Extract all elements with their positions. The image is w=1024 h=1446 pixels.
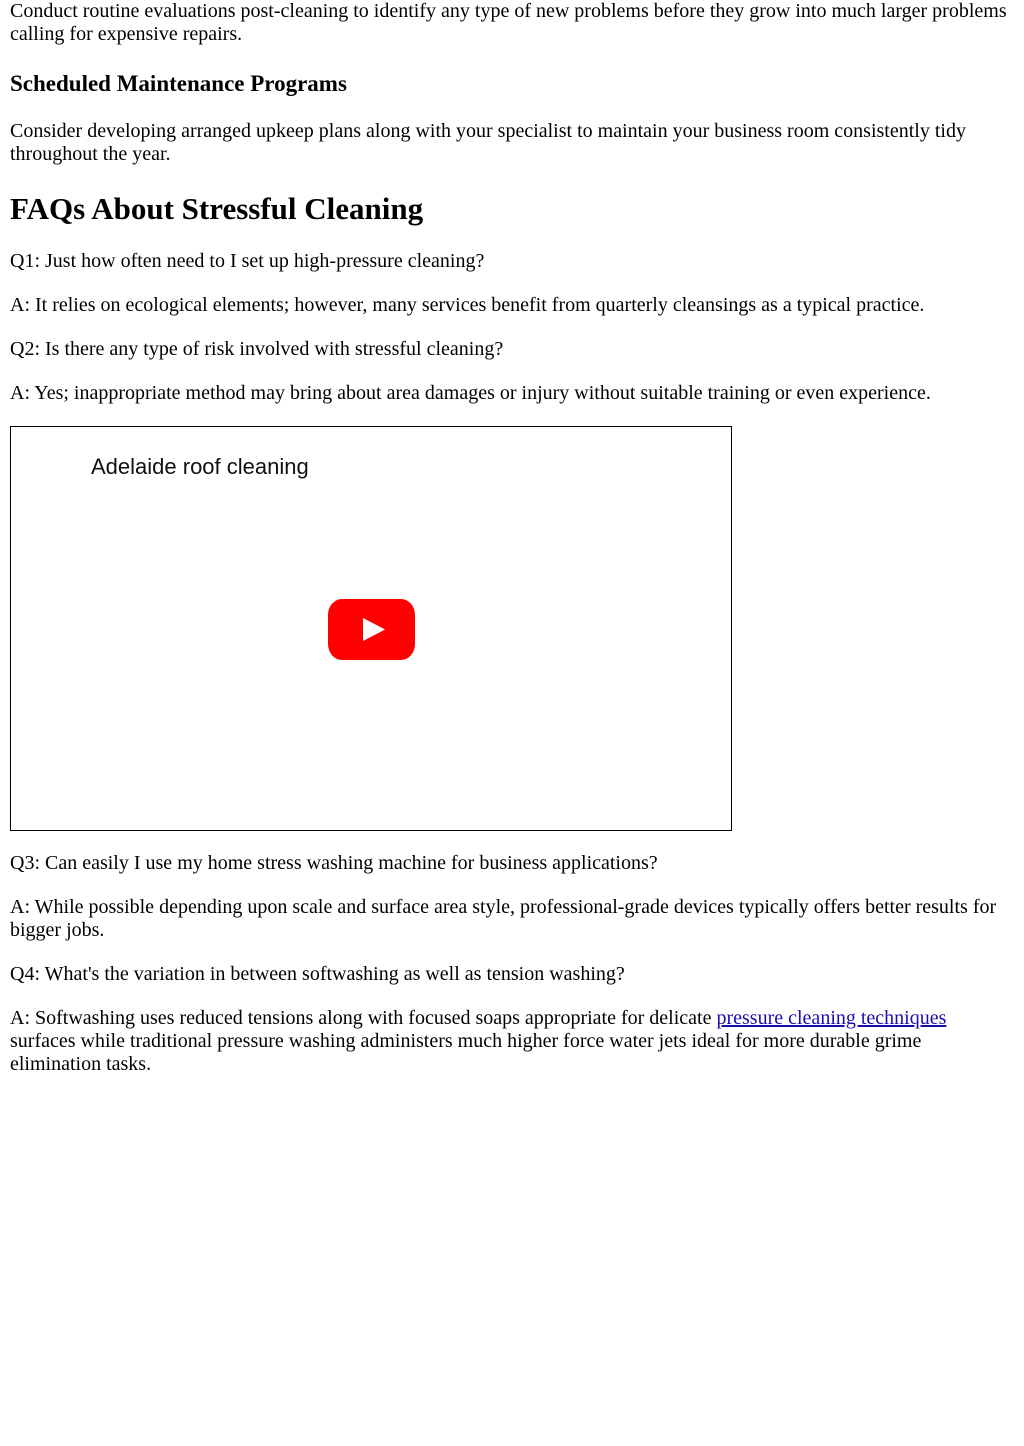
- faq-question-2: Q2: Is there any type of risk involved with stressful cleaning?: [10, 338, 504, 360]
- faq-answer-1: A: It relies on ecological elements; however, many services benefit from quarterly cleansings as a typical practice.: [10, 294, 925, 316]
- faq-question-1: Q1: Just how often need to I set up high-pressure cleaning?: [10, 250, 485, 272]
- faq-heading: FAQs About Stressful Cleaning: [10, 191, 424, 226]
- video-title[interactable]: Adelaide roof cleaning: [91, 454, 309, 479]
- maintenance-paragraph: Consider developing arranged upkeep plans along with your specialist to maintain your business room consistently tidy throughout the year.: [10, 120, 966, 165]
- faq-answer-4-text-end: surfaces while traditional pressure washing administers much higher force water jets ideal for more durable grime elimination tasks.: [10, 1030, 922, 1075]
- play-button[interactable]: [328, 599, 415, 660]
- embedded-video[interactable]: [10, 426, 732, 831]
- maintenance-heading: Scheduled Maintenance Programs: [10, 71, 347, 96]
- faq-answer-2: A: Yes; inappropriate method may bring about area damages or injury without suitable training or even experience.: [10, 382, 931, 404]
- faq-question-4: Q4: What's the variation in between softwashing as well as tension washing?: [10, 963, 625, 985]
- intro-paragraph: Conduct routine evaluations post-cleaning to identify any type of new problems before they grow into much larger problems calling for expensive repairs.: [10, 0, 1007, 45]
- faq-question-3: Q3: Can easily I use my home stress washing machine for business applications?: [10, 852, 658, 874]
- youtube-play-icon: [328, 599, 415, 660]
- faq-answer-4-text-start: A: Softwashing uses reduced tensions along with focused soaps appropriate for delicate: [10, 1007, 717, 1029]
- faq-answer-4: [10, 1007, 1014, 1076]
- faq-answer-3: A: While possible depending upon scale and surface area style, professional-grade devices typically offers better results for bigger jobs.: [10, 896, 997, 941]
- pressure-cleaning-techniques-link[interactable]: pressure cleaning techniques: [716, 1007, 947, 1029]
